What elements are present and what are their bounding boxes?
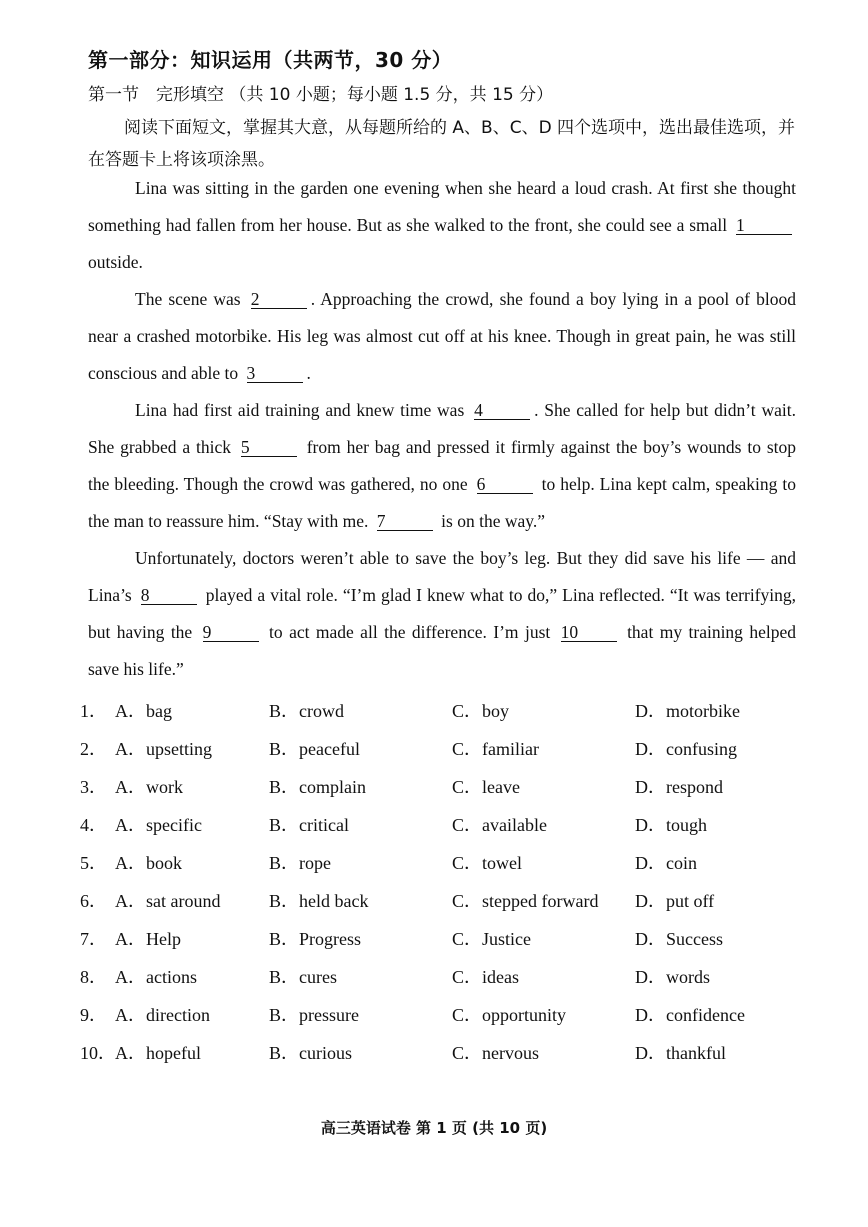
passage-text: to act made all the difference. I’m just (262, 622, 557, 642)
question-number: 1． (80, 701, 107, 721)
option-c: C．nervous (452, 1043, 539, 1063)
question-number: 2． (80, 739, 107, 759)
option-c: C．familiar (452, 739, 539, 759)
blank-number: 10 (561, 623, 617, 642)
option-a: A．book (115, 853, 182, 873)
question-row (80, 690, 800, 728)
passage-text: . (306, 363, 311, 383)
passage-text: outside. (88, 252, 143, 272)
question-row (80, 804, 800, 842)
option-a: A．sat around (115, 891, 221, 911)
question-row (80, 918, 800, 956)
option-c: C．Justice (452, 929, 531, 949)
option-c: C．leave (452, 777, 520, 797)
option-c: C．opportunity (452, 1005, 567, 1025)
option-b: B．pressure (269, 1005, 359, 1025)
passage-text: that my training helped save his life.” (88, 622, 796, 679)
question-row (80, 994, 800, 1032)
question-number: 8． (80, 967, 107, 987)
question-number: 9． (80, 1005, 107, 1025)
option-b: B．curious (269, 1043, 352, 1063)
blank-number: 3 (247, 364, 303, 383)
passage-text: . She called for help but didn’t wait. She grabbed a thick (88, 400, 796, 457)
question-number: 6． (80, 891, 107, 911)
option-b: B．complain (269, 777, 366, 797)
option-d: D．thankful (635, 1043, 726, 1063)
blank-number: 6 (477, 475, 533, 494)
option-b: B．critical (269, 815, 349, 835)
part-title: 第一部分：知识运用（共两节，30 分） (88, 48, 453, 72)
question-number: 10． (80, 1043, 116, 1063)
blank-number: 5 (241, 438, 297, 457)
blank-number: 8 (141, 586, 197, 605)
option-a: A．direction (115, 1005, 210, 1025)
option-d: D．coin (635, 853, 697, 873)
blank-number: 7 (377, 512, 433, 531)
passage-text: played a vital role. “I’m glad I knew what to do,” Lina reflected. “It was terrifying, but having the (88, 585, 797, 642)
question-row (80, 766, 800, 804)
option-a: A．hopeful (115, 1043, 201, 1063)
option-b: B．held back (269, 891, 369, 911)
passage-paragraph (88, 281, 796, 392)
question-number: 3． (80, 777, 107, 797)
blank-number: 9 (203, 623, 259, 642)
blank-number: 4 (474, 401, 530, 420)
option-a: A．work (115, 777, 183, 797)
passage-text: to help. Lina kept calm, speaking to the man to reassure him. “Stay with me. (88, 474, 796, 531)
passage-paragraph (88, 392, 796, 540)
blank-number: 2 (251, 290, 307, 309)
question-row (80, 956, 800, 994)
question-number: 4． (80, 815, 107, 835)
option-c: C．towel (452, 853, 522, 873)
option-d: D．Success (635, 929, 723, 949)
cloze-passage (88, 170, 796, 688)
blank-number: 1 (736, 216, 792, 235)
option-d: D．confusing (635, 739, 737, 759)
passage-paragraph (88, 540, 796, 688)
option-b: B．rope (269, 853, 331, 873)
question-number: 5． (80, 853, 107, 873)
passage-text: The scene was (135, 289, 247, 309)
option-a: A．actions (115, 967, 197, 987)
question-row (80, 1032, 800, 1070)
option-c: C．ideas (452, 967, 519, 987)
passage-text: . Approaching the crowd, she found a boy lying in a pool of blood near a crashed motorbike. His leg was almost cut off at his knee. Though in great pain, he was still conscious and able to (88, 289, 796, 383)
option-b: B．cures (269, 967, 337, 987)
passage-text: Lina was sitting in the garden one evening when she heard a loud crash. At first she thought something had fallen from her house. But as she walked to the front, she could see a small (88, 178, 796, 235)
question-row (80, 880, 800, 918)
passage-paragraph (88, 170, 796, 281)
question-row (80, 728, 800, 766)
section-title: 第一节 完形填空 （共 10 小题；每小题 1.5 分，共 15 分） (88, 85, 554, 105)
option-a: A．upsetting (115, 739, 212, 759)
option-b: B．peaceful (269, 739, 360, 759)
option-c: C．stepped forward (452, 891, 599, 911)
option-d: D．respond (635, 777, 723, 797)
option-a: A．specific (115, 815, 202, 835)
options-list (80, 690, 800, 1070)
option-b: B．Progress (269, 929, 362, 949)
option-d: D．tough (635, 815, 707, 835)
passage-text: Lina had first aid training and knew time was (135, 400, 471, 420)
passage-text: from her bag and pressed it firmly against the boy’s wounds to stop the bleeding. Though the crowd was gathered, no one (88, 437, 796, 494)
option-c: C．boy (452, 701, 510, 721)
passage-text: is on the way.” (436, 511, 546, 531)
option-a: A．Help (115, 929, 181, 949)
page-footer: 高三英语试卷 第 1 页 (共 10 页) (320, 1119, 548, 1137)
passage-text: Unfortunately, doctors weren’t able to save the boy’s leg. But they did save his life — and Lina’s (88, 548, 796, 605)
option-b: B．crowd (269, 701, 344, 721)
instructions: 阅读下面短文，掌握其大意，从每题所给的 A、B、C、D 四个选项中，选出最佳选项，并在答题卡上将该项涂黑。 (88, 118, 796, 170)
option-d: D．words (635, 967, 710, 987)
question-number: 7． (80, 929, 107, 949)
option-d: D．confidence (635, 1005, 745, 1025)
option-d: D．put off (635, 891, 715, 911)
option-c: C．available (452, 815, 547, 835)
option-a: A．bag (115, 701, 172, 721)
option-d: D．motorbike (635, 701, 740, 721)
question-row (80, 842, 800, 880)
